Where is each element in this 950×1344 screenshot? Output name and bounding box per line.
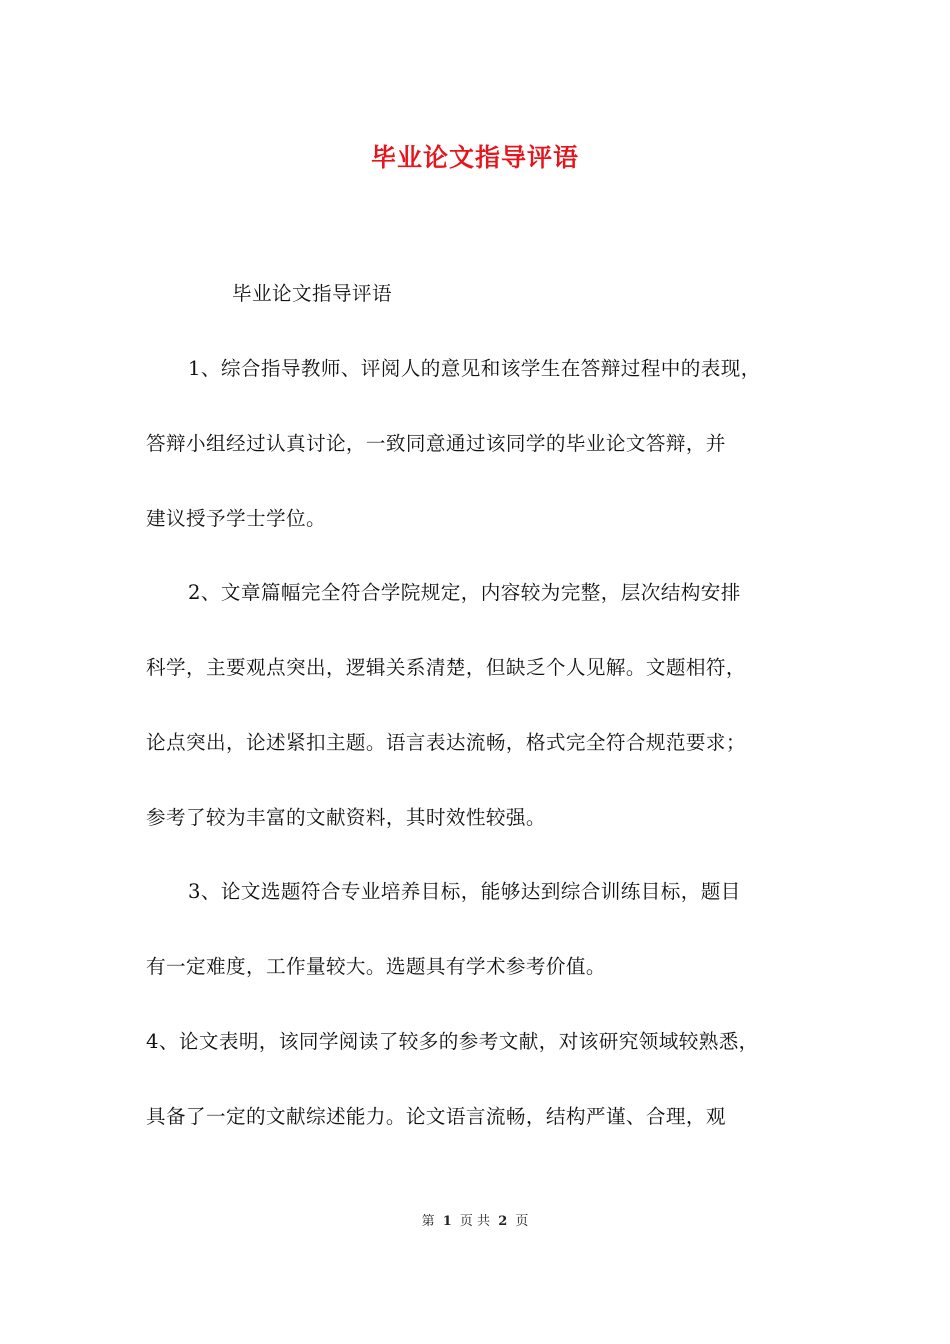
paragraph-4-line-1: 4、论文表明，该同学阅读了较多的参考文献，对该研究领域较熟悉， [146, 1030, 759, 1053]
paragraph-2-line-2: 科学，主要观点突出，逻辑关系清楚，但缺乏个人见解。文题相符， [146, 656, 746, 679]
body-subtitle: 毕业论文指导评语 [232, 282, 392, 305]
footer-mid: 页 共 [459, 1214, 491, 1229]
footer-suffix: 页 [515, 1214, 529, 1229]
footer-prefix: 第 [421, 1214, 435, 1229]
document-title: 毕业论文指导评语 [370, 143, 579, 172]
paragraph-1-line-2: 答辩小组经过认真讨论，一致同意通过该同学的毕业论文答辩，并 [146, 432, 726, 455]
paragraph-3-line-1: 3、论文选题符合专业培养目标，能够达到综合训练目标，题目 [188, 880, 741, 903]
footer-current-page: 1 [442, 1214, 452, 1229]
paragraph-3-line-2: 有一定难度，工作量较大。选题具有学术参考价值。 [146, 955, 606, 978]
page-footer [0, 1210, 950, 1229]
paragraph-2-line-3: 论点突出，论述紧扣主题。语言表达流畅，格式完全符合规范要求； [146, 731, 746, 754]
paragraph-1-line-3: 建议授予学士学位。 [146, 507, 326, 530]
paragraph-4-line-2: 具备了一定的文献综述能力。论文语言流畅，结构严谨、合理，观 [146, 1105, 726, 1128]
footer-total-pages: 2 [498, 1214, 508, 1229]
paragraph-1-line-1: 1、综合指导教师、评阅人的意见和该学生在答辩过程中的表现， [188, 357, 761, 380]
paragraph-2-line-4: 参考了较为丰富的文献资料，其时效性较强。 [146, 806, 546, 829]
paragraph-2-line-1: 2、文章篇幅完全符合学院规定，内容较为完整，层次结构安排 [188, 581, 741, 604]
